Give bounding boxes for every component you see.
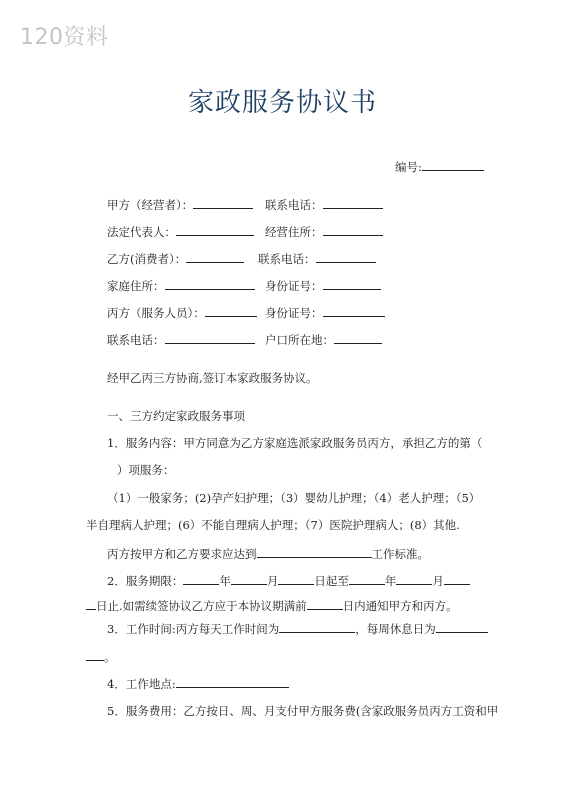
work-location-label: 4．工作地点: xyxy=(107,677,176,691)
rest-day-blank-cont[interactable] xyxy=(86,648,104,661)
item1-line1: 1．服务内容：甲方同意为乙方家庭选派家政服务员丙方，承担乙方的第（ xyxy=(107,436,483,450)
standard-label: 丙方按甲方和乙方要求应达到 xyxy=(107,547,257,561)
item3-end: 。 xyxy=(104,650,116,664)
party-a-phone-blank[interactable] xyxy=(323,196,383,209)
id-number-b-label: 身份证号： xyxy=(265,279,323,293)
document-title: 家政服务协议书 xyxy=(187,88,377,118)
party-a-blank[interactable] xyxy=(193,196,253,209)
end-day-blank[interactable] xyxy=(444,572,470,585)
household-registration-label: 户口所在地： xyxy=(265,333,334,347)
party-row-5 xyxy=(107,304,257,321)
end-year-blank[interactable] xyxy=(349,572,385,585)
legal-rep-blank[interactable] xyxy=(176,223,254,236)
item1-line5 xyxy=(107,545,429,562)
party-b-label: 乙方(消费者）： xyxy=(107,252,187,266)
start-day-blank[interactable] xyxy=(278,572,314,585)
party-a-phone-label: 联系电话： xyxy=(265,198,323,212)
party-row-1 xyxy=(107,196,253,213)
standard-blank[interactable] xyxy=(257,545,372,558)
year-text-1: 年 xyxy=(219,574,231,588)
item5-line1: 5．服务费用：乙方按日、周、月支付甲方服务费(含家政服务员丙方工资和甲 xyxy=(107,704,499,718)
work-hours-blank[interactable] xyxy=(279,620,355,633)
household-registration-blank[interactable] xyxy=(334,331,382,344)
month-text-1: 月 xyxy=(266,574,279,588)
party-row-6 xyxy=(107,331,255,348)
party-row-2-right xyxy=(265,223,383,240)
number-blank[interactable] xyxy=(422,158,484,171)
party-row-5-right xyxy=(265,304,385,321)
item2-line2 xyxy=(86,597,458,614)
section-heading-1: 一、三方约定家政服务事项 xyxy=(107,409,245,423)
home-address-label: 家庭住所： xyxy=(107,279,165,293)
party-c-phone-blank[interactable] xyxy=(165,331,255,344)
party-row-2 xyxy=(107,223,254,240)
party-c-blank[interactable] xyxy=(205,304,257,317)
intro-paragraph: 经甲乙丙三方协商,签订本家政服务协议。 xyxy=(107,371,318,385)
month-text-2: 月 xyxy=(432,574,444,588)
party-row-4 xyxy=(107,277,255,294)
number-row xyxy=(395,158,484,175)
renewal-suffix: 日内通知甲方和丙方。 xyxy=(342,599,458,613)
number-label: 编号: xyxy=(395,160,422,174)
watermark: 120资料 xyxy=(20,25,109,50)
id-number-c-label: 身份证号： xyxy=(265,306,323,320)
start-month-blank[interactable] xyxy=(231,572,267,585)
item4-line xyxy=(107,675,289,692)
item1-line3: （1）一般家务；(2)孕产妇护理；（3）婴幼儿护理；（4）老人护理；（5） xyxy=(107,491,481,505)
year-text-2: 年 xyxy=(384,574,397,588)
end-day-blank-cont[interactable] xyxy=(86,597,96,610)
notice-days-blank[interactable] xyxy=(307,597,343,610)
party-row-1-right xyxy=(265,196,383,213)
item3-line1 xyxy=(107,620,488,637)
standard-suffix: 工作标准。 xyxy=(371,547,429,561)
party-c-label: 丙方（服务人员）： xyxy=(107,306,205,320)
party-b-phone-label: 联系电话： xyxy=(258,252,316,266)
id-number-b-blank[interactable] xyxy=(323,277,381,290)
work-hours-label: 3．工作时间:丙方每天工作时间为 xyxy=(107,622,280,636)
home-address-blank[interactable] xyxy=(165,277,255,290)
party-c-phone-label: 联系电话： xyxy=(107,333,165,347)
id-number-c-blank[interactable] xyxy=(323,304,385,317)
party-row-3 xyxy=(107,250,244,267)
item1-line2: ）项服务： xyxy=(117,463,175,477)
business-address-label: 经营住所： xyxy=(265,225,323,239)
rest-day-label: ，每周休息日为 xyxy=(355,622,436,636)
item3-line2 xyxy=(86,648,116,665)
day-text-1: 日起至 xyxy=(314,574,349,588)
end-month-blank[interactable] xyxy=(396,572,432,585)
legal-rep-label: 法定代表人： xyxy=(107,225,176,239)
work-location-blank[interactable] xyxy=(176,675,289,688)
term-label: 2．服务期限： xyxy=(107,574,184,588)
rest-day-blank[interactable] xyxy=(436,620,488,633)
party-row-6-right xyxy=(265,331,382,348)
item2-line1 xyxy=(107,572,470,589)
party-row-4-right xyxy=(265,277,381,294)
start-year-blank[interactable] xyxy=(183,572,219,585)
renewal-text: 日止.如需续签协议乙方应于本协议期满前 xyxy=(96,599,307,613)
party-row-3-right xyxy=(258,250,376,267)
business-address-blank[interactable] xyxy=(323,223,383,236)
party-b-blank[interactable] xyxy=(186,250,244,263)
item1-line4: 半自理病人护理；(6）不能自理病人护理；（7）医院护理病人；(8）其他. xyxy=(86,518,460,532)
party-b-phone-blank[interactable] xyxy=(316,250,376,263)
party-a-label: 甲方（经营者）： xyxy=(107,198,194,212)
